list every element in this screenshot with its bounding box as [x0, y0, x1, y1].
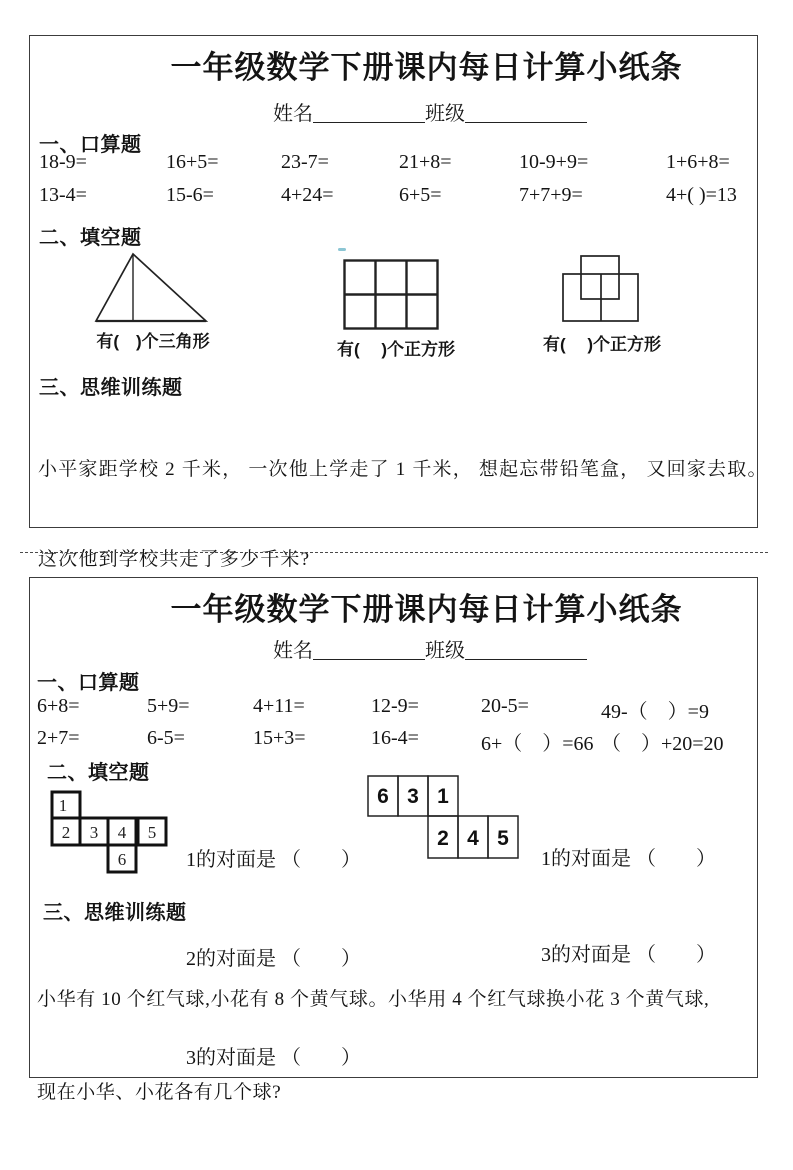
net-cell-number: 1 [58, 796, 68, 815]
oral-problem: 4+11= [253, 695, 305, 717]
oral-problem: （ ）+20=20 [601, 733, 724, 755]
overlapping-squares-figure [561, 252, 643, 324]
scan-artifact [338, 248, 346, 251]
section-heading-oral: 一、口算题 [39, 134, 142, 156]
triangle-figure [94, 251, 210, 325]
section-heading-thinking: 三、思维训练题 [39, 377, 183, 399]
oral-problem: 7+7+9= [519, 184, 583, 206]
oral-problem: 6-5= [147, 727, 185, 749]
triangle-count-label: 有( )个三角形 [96, 332, 210, 351]
opposite-face-question: 3的对面是 （ ） [541, 944, 716, 966]
worksheet-2 [29, 577, 758, 1103]
word-problem-line: 这次他到学校共走了多少千米? [38, 549, 311, 570]
net-cell-number: 4 [467, 827, 479, 850]
section-heading-oral: 一、口算题 [37, 672, 140, 694]
net-cell-number: 6 [377, 785, 389, 808]
oral-problem: 20-5= [481, 695, 529, 717]
oral-problem: 12-9= [371, 695, 419, 717]
name-blank-field [313, 103, 425, 123]
name-blank-field [313, 640, 425, 660]
opposite-face-question: 3的对面是 （ ） [186, 1047, 361, 1069]
worksheet-1 [29, 35, 768, 570]
cube-net-figure-1 [49, 789, 170, 876]
oral-problem: 15+3= [253, 727, 306, 749]
oral-problem: 6+（ ）=66 [481, 733, 594, 755]
oral-problem: 15-6= [166, 184, 214, 206]
net-cell-number: 4 [117, 823, 127, 842]
class-blank-field [465, 640, 587, 660]
net-cell-number: 3 [89, 823, 99, 842]
cut-divider-line [20, 552, 768, 553]
name-class-line [273, 634, 587, 663]
net-cell-number: 5 [497, 827, 509, 850]
grid-rectangle-figure [343, 259, 439, 330]
oral-problems-grid [37, 695, 724, 759]
oral-problem: 6+5= [399, 184, 442, 206]
class-blank-field [465, 103, 587, 123]
oral-problem: 1+6+8= [666, 151, 730, 173]
oral-problem: 21+8= [399, 151, 452, 173]
oral-problem: 49-（ ）=9 [601, 701, 709, 723]
name-class-line [273, 97, 587, 126]
word-problem-text [37, 922, 709, 1170]
name-label: 姓名 [273, 103, 313, 125]
opposite-face-question: 1的对面是 （ ） [186, 849, 361, 871]
section-heading-thinking: 三、思维训练题 [43, 902, 187, 924]
cube-net-figure-2 [367, 775, 520, 860]
net-cell-number: 6 [117, 850, 127, 869]
opposite-face-question: 1的对面是 （ ） [541, 848, 716, 870]
oral-problem: 10-9+9= [519, 151, 589, 173]
class-label: 班级 [425, 640, 465, 662]
net-cell-number: 5 [147, 823, 157, 842]
oral-problem: 2+7= [37, 727, 80, 749]
page-title: 一年级数学下册课内每日计算小纸条 [170, 50, 683, 85]
oral-problem: 13-4= [39, 184, 87, 206]
oral-problems-grid [39, 151, 737, 217]
net-cell-number: 2 [437, 827, 449, 850]
section-heading-fill: 二、填空题 [39, 227, 142, 249]
oral-problem: 16-4= [371, 727, 419, 749]
page-title: 一年级数学下册课内每日计算小纸条 [170, 592, 683, 627]
name-label: 姓名 [273, 640, 313, 662]
net-cell-number: 1 [437, 785, 449, 808]
squares-count-label: 有( )个正方形 [336, 340, 456, 359]
word-problem-line: 小华有 10 个红气球,小花有 8 个黄气球。小华用 4 个红气球换小花 3 个黄气球, [37, 989, 710, 1010]
oral-problem: 16+5= [166, 151, 219, 173]
oral-problem: 4+( )=13 [666, 184, 737, 206]
oral-problem: 23-7= [281, 151, 329, 173]
oral-problem: 4+24= [281, 184, 334, 206]
oral-problem: 5+9= [147, 695, 190, 717]
oral-problem: 6+8= [37, 695, 80, 717]
section-heading-fill: 二、填空题 [47, 762, 150, 784]
squares-count-label: 有( )个正方形 [542, 335, 662, 354]
net-cell-number: 3 [407, 785, 419, 808]
word-problem-line: 现在小华、小花各有几个球? [37, 1082, 282, 1103]
oral-problem: 18-9= [39, 151, 87, 173]
net-cell-number: 2 [61, 823, 71, 842]
class-label: 班级 [425, 103, 465, 125]
opposite-face-question: 2的对面是 （ ） [186, 948, 361, 970]
word-problem-line: 小平家距学校 2 千米， 一次他上学走了 1 千米， 想起忘带铅笔盒， 又回家去取。 [38, 459, 768, 480]
